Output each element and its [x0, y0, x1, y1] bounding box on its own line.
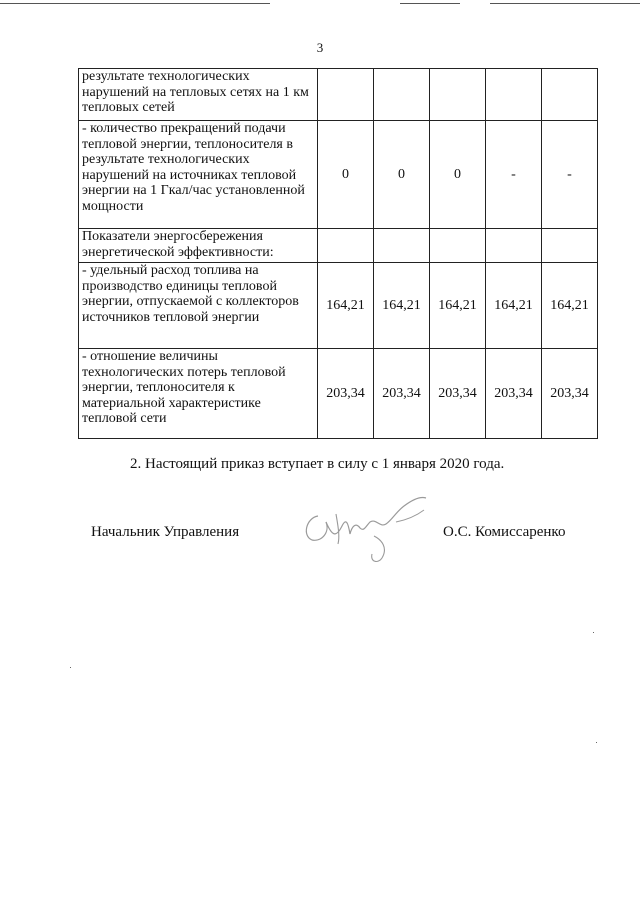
indicator-label: - количество прекращений подачи тепловой энергии, теплоносителя в результате технологических нарушений на источниках тепловой энергии на 1 Гкал/час установленной мощности — [79, 121, 318, 229]
indicator-value: - — [542, 121, 598, 229]
table-row — [79, 69, 598, 121]
signer-position-title: Начальник Управления — [91, 524, 240, 540]
indicator-label: - отношение величины технологических потерь тепловой энергии, теплоносителя к материальной характеристике тепловой сети — [79, 349, 318, 439]
indicator-value: 0 — [374, 121, 430, 229]
indicator-value: 164,21 — [374, 263, 430, 349]
indicator-value — [318, 229, 374, 263]
indicator-value — [318, 69, 374, 121]
indicator-value — [542, 69, 598, 121]
handwritten-signature — [296, 492, 446, 572]
indicators-table — [78, 68, 598, 439]
indicator-value: 203,34 — [486, 349, 542, 439]
indicator-value: 203,34 — [542, 349, 598, 439]
indicator-value: 164,21 — [318, 263, 374, 349]
indicator-value — [374, 69, 430, 121]
indicator-value: 164,21 — [430, 263, 486, 349]
table-row — [79, 349, 598, 439]
indicator-label: результате технологических нарушений на тепловых сетях на 1 км тепловых сетей — [79, 69, 318, 121]
order-effective-date-text: 2. Настоящий приказ вступает в силу с 1 января 2020 года. — [130, 456, 505, 472]
indicator-value: 164,21 — [486, 263, 542, 349]
scan-artifact-line — [0, 3, 270, 4]
indicators-table-body — [79, 69, 598, 439]
scan-speck — [70, 667, 71, 668]
scan-artifact-line — [400, 3, 460, 4]
signer-name: О.С. Комиссаренко — [443, 524, 566, 540]
table-row — [79, 121, 598, 229]
indicator-value: 203,34 — [374, 349, 430, 439]
scan-speck — [593, 632, 594, 633]
indicator-label: Показатели энергосбережения энергетической эффективности: — [79, 229, 318, 263]
indicator-value: 0 — [430, 121, 486, 229]
table-row — [79, 263, 598, 349]
indicator-value: - — [486, 121, 542, 229]
table-row — [79, 229, 598, 263]
indicator-value: 203,34 — [318, 349, 374, 439]
indicator-value: 0 — [318, 121, 374, 229]
indicator-value — [374, 229, 430, 263]
indicator-value — [486, 69, 542, 121]
indicator-value — [542, 229, 598, 263]
indicator-value — [430, 69, 486, 121]
scan-artifact-line — [490, 3, 640, 4]
page-number: 3 — [316, 40, 324, 55]
indicator-value: 164,21 — [542, 263, 598, 349]
indicator-value: 203,34 — [430, 349, 486, 439]
indicator-value — [486, 229, 542, 263]
indicator-label: - удельный расход топлива на производство единицы тепловой энергии, отпускаемой с коллекторов источников тепловой энергии — [79, 263, 318, 349]
indicator-value — [430, 229, 486, 263]
scan-speck — [596, 742, 597, 743]
